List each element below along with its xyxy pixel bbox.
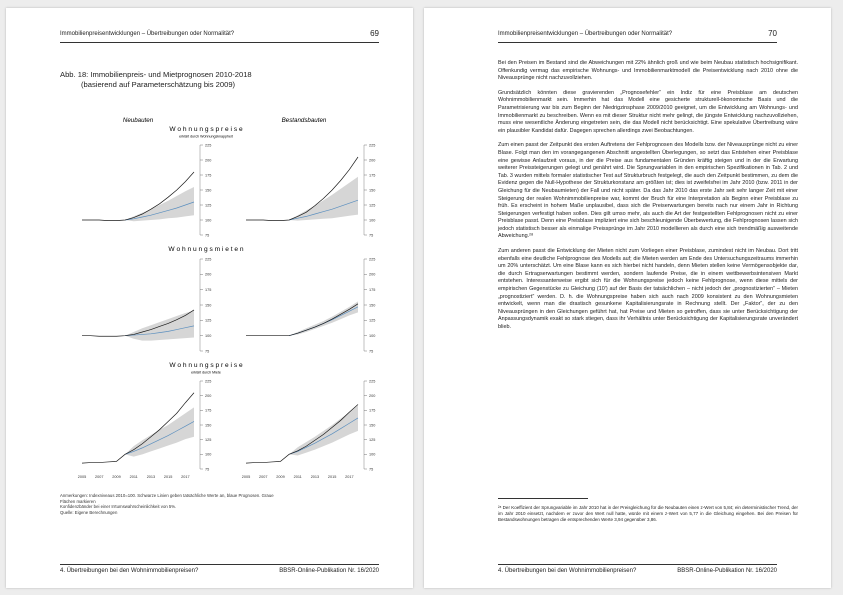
y-tick-label: 125 — [205, 318, 212, 323]
y-tick-label: 175 — [205, 287, 212, 292]
y-tick-label: 175 — [369, 287, 376, 292]
header-title: Immobilienpreisentwicklungen – Übertreibungen oder Normalität? — [498, 31, 673, 37]
y-tick-label: 125 — [369, 203, 376, 208]
x-tick-label: 2007 — [95, 475, 104, 479]
y-tick-label: 200 — [205, 272, 212, 277]
y-tick-label: 100 — [369, 452, 376, 457]
column-title-neubauten: Neubauten — [122, 117, 154, 124]
y-tick-label: 100 — [205, 333, 212, 338]
page-number: 70 — [768, 29, 777, 38]
page-header — [498, 30, 777, 43]
paragraph: Bei den Preisen im Bestand sind die Abweichungen mit 22% ähnlich groß und wie beim Neubau statistisch hochsignifikant. Offenkundig vermag das empirische Wohnungs- und Immobilienmarktmodell die Preisentwicklung nach 2010 ohne die Niveausprünge nicht nachzuvollziehen. — [498, 60, 798, 82]
paragraph: Zum anderen passt die Entwicklung der Mieten nicht zum Vorliegen einer Preisblase, zumindest nicht im Neubau. Dort tritt ebenfalls eine deutliche Fehlprognose des Modells auf; die Mieten werden am Ende des Untersuchungszeitraums immerhin um 20% unterschätzt. Um eine Blase kann es sich hierbei nicht handeln, denn Mieten stellen keine Vermögensobjekte dar, die durch Ertragserwartungen bestimmt werden, sondern laufende Preise, die in einem wettbewerbsintensiven Markt entstehen. Interessanterweise ergibt sich für die Wohnungspreise jedoch keine Fehlprognose, wenn diese mittels der empirischen Gegenstücke zu Gleichung (10') auf der Basis der tatsächlichen – nicht jedoch der „prognostizierten“ – Mieten „prognostiziert“ werden. D. h. die Wohnungspreise haben sich auch nach 2009 konsistent zu den Wohnungsmieten entwickelt, wenn man die drastisch gesunkene Kapitalisierungsrate in Rechnung stellt. Der „Faktor“, der zu den Niveausprüngen in den Gleichungen geführt hat, hat Preise und Mieten so getroffen, dass sie unter Berücksichtigung der Anpassungsdynamik exakt so stark stiegen, dass ihr Verhältnis unter Berücksichtigung der Kapitalisierungsrate unverändert blieb. — [498, 248, 798, 330]
notes-source: Quelle: Eigene Berechnungen — [60, 509, 118, 515]
y-tick-label: 150 — [205, 188, 212, 193]
x-tick-label: 2007 — [259, 475, 268, 479]
y-tick-label: 175 — [205, 173, 212, 178]
footer-left: 4. Übertreibungen bei den Wohnimmobilienpreisen? — [498, 568, 637, 574]
footnote-separator — [498, 498, 588, 499]
y-tick-label: 200 — [369, 272, 376, 277]
footnote: ²⁸ Der Koeffizient der Sprungvariable im Jahr 2010 hat in der Preisgleichung für die Neubauten einen z-Wert von 5,84; ein deterministischer Trend, der im Jahr 2010 einsetzt, nachdem er zuvor den Wert null hatte, würde mit einem z-Wert von 5,77 in die Gleichung eingehen. Bei den Preisen für Bestandswohnungen betragen die entsprechenden Werte 3,94 gegenüber 3,86. — [498, 505, 798, 522]
y-tick-label: 175 — [369, 173, 376, 178]
x-tick-label: 2013 — [146, 475, 156, 479]
footer-right: BBSR-Online-Publikation Nr. 16/2020 — [677, 568, 777, 574]
y-tick-label: 75 — [205, 467, 210, 472]
caption-line-2: (basierend auf Parameterschätzung bis 2009) — [81, 80, 236, 89]
page-footer — [60, 564, 379, 574]
confidence-band — [125, 311, 194, 341]
caption-line-1: Abb. 18: Immobilienpreis- und Mietprognosen 2010-2018 — [60, 70, 252, 79]
y-tick-label: 100 — [369, 218, 376, 223]
y-tick-label: 150 — [369, 423, 376, 428]
panel-subtitle-3: erklärt durch Miete — [191, 370, 221, 375]
notes-line-2: Konfidenzbänder bei einer Irrtumswahrscheinlichkeit von 5%. — [60, 504, 177, 510]
y-tick-label: 175 — [369, 408, 376, 413]
x-tick-label: 2009 — [112, 475, 121, 479]
footer-right: BBSR-Online-Publikation Nr. 16/2020 — [279, 568, 379, 574]
x-tick-label: 2011 — [129, 475, 138, 479]
footer-left: 4. Übertreibungen bei den Wohnimmobilienpreisen? — [60, 568, 199, 574]
page-number: 69 — [370, 29, 379, 38]
notes-line-1: Anmerkungen: Indexniveaus 2010=100. Schwarze Linien geben tatsächliche Werte an, blaue Prognosen. Graue Flächen markieren — [60, 493, 274, 504]
x-tick-label: 2005 — [241, 475, 251, 479]
x-tick-label: 2013 — [310, 475, 320, 479]
y-tick-label: 75 — [205, 233, 210, 238]
x-tick-label: 2015 — [163, 475, 173, 479]
paragraph: Grundsätzlich könnten diese gravierenden „Prognosefehler“ ein Indiz für eine Preisblase am deutschen Wohnimmobilienmarkt sein. Immerhin hat das Modell eine gesicherte strukturell-ökonomische Basis und die Parametrisierung war bis zum Beginn der Niedrigzinsphase 2009/2010 geeignet, um die Entwicklung am Wohnungs- und Immobilienmarkt zu beschreiben. Wenn es mit dieser Struktur nicht mehr gelingt, die jüngste Entwicklung nachzuvollziehen, muss eine wesentliche Änderung eingetreten sein, die das Modell nicht berücksichtigt. Eine spekulative Übertreibung wäre ein plausibler Kandidat dafür. Dagegen sprechen allerdings zwei Beobachtungen. — [498, 89, 798, 134]
confidence-band — [125, 407, 194, 456]
y-tick-label: 75 — [369, 467, 374, 472]
y-tick-label: 225 — [369, 143, 376, 148]
x-tick-label: 2017 — [181, 475, 190, 479]
y-tick-label: 125 — [369, 437, 376, 442]
x-tick-label: 2009 — [276, 475, 285, 479]
y-tick-label: 150 — [205, 423, 212, 428]
y-tick-label: 100 — [205, 218, 212, 223]
panel-title-2: W o h n u n g s m i e t e n — [168, 246, 244, 253]
y-tick-label: 225 — [369, 379, 376, 384]
y-tick-label: 75 — [369, 233, 374, 238]
panel-title-1: W o h n u n g s p r e i s e — [169, 126, 243, 133]
y-tick-label: 225 — [205, 379, 212, 384]
panel-subtitle-1: erklärt durch Wohnungsknappheit — [179, 134, 233, 139]
left-page — [6, 8, 413, 588]
y-tick-label: 125 — [205, 203, 212, 208]
header-title: Immobilienpreisentwicklungen – Übertreibungen oder Normalität? — [60, 31, 235, 37]
x-tick-label: 2017 — [345, 475, 354, 479]
column-title-bestandsbauten: Bestandsbauten — [281, 117, 327, 124]
plot-area — [78, 143, 376, 479]
x-tick-label: 2005 — [77, 475, 87, 479]
panel-title-3: W o h n u n g s p r e i s e — [169, 362, 243, 369]
y-tick-label: 200 — [369, 158, 376, 163]
y-tick-label: 225 — [205, 257, 212, 262]
y-tick-label: 75 — [369, 349, 374, 354]
y-tick-label: 150 — [369, 303, 376, 308]
y-tick-label: 125 — [205, 437, 212, 442]
body-text — [498, 60, 798, 339]
y-tick-label: 100 — [369, 333, 376, 338]
confidence-band — [289, 406, 358, 456]
y-tick-label: 150 — [369, 188, 376, 193]
y-tick-label: 100 — [205, 452, 212, 457]
y-tick-label: 75 — [205, 349, 210, 354]
y-tick-label: 225 — [205, 143, 212, 148]
y-tick-label: 200 — [205, 158, 212, 163]
page-footer — [498, 564, 777, 574]
confidence-band — [289, 301, 358, 335]
figure-notes — [60, 493, 285, 515]
x-tick-label: 2011 — [293, 475, 302, 479]
y-tick-label: 150 — [205, 303, 212, 308]
right-page — [424, 8, 831, 588]
paragraph: Zum einen passt der Zeitpunkt des ersten Auftretens der Fehlprognosen des Modells bzw. der Niveausprünge nicht zu einer Blase. Folgt man den im vorangegangenen Abschnitt angestellten Überlegungen, so setzt das Entstehen einer Preisblase eine gewisse Anlaufzeit voraus, in der die Preise aus fundamentalen Gründen kräftig steigen und in der die Erwartung weiterer Preissteigerungen gelegt und genährt wird. Die Sprungvariablen in den empirischen Spezifikationen in Tab. 2 und Tab. 3 wurden mittels formaler statistischer Test auf Strukturbruch festgelegt, die auch den Zeitpunkt bestimmen, zu dem die Evidenz gegen die Null-Hypothese der Strukturkonstanz am größten ist; dies ist zweifelsfrei im Jahr 2010 (bzw. 2011 in der Gleichung für die Neubaumieten) der Fall und nicht später. Da das Jahr 2010 das erste Jahr seit sehr langer Zeit mit einer Steigerung der realen Wohnimmobilienpreise war, kommt der Bruch für eine Interpretation als Beginn einer Preisblase zu früh. Es erscheint in hohem Maße unplausibel, dass sich die Preiserwartungen bereits nach nur einem Jahr in Richtung Steigerungen verfestigt haben sollen. Dies gilt umso mehr, als auch die Art der festgestellten Fehlprognosen nicht zu einer Preisblase passt. Denn eine Preisblase impliziert eine sich beschleunigende Überbewertung, die Fehlprognosen lassen sich jedoch statistisch besser als einmalige Preissprünge im Jahr 2010 modellieren als durch eine sich trendmäßig ausweitende Abweichung.²⁸ — [498, 142, 798, 240]
x-tick-label: 2015 — [327, 475, 337, 479]
y-tick-label: 200 — [369, 393, 376, 398]
y-tick-label: 125 — [369, 318, 376, 323]
y-tick-label: 175 — [205, 408, 212, 413]
y-tick-label: 225 — [369, 257, 376, 262]
y-tick-label: 200 — [205, 393, 212, 398]
